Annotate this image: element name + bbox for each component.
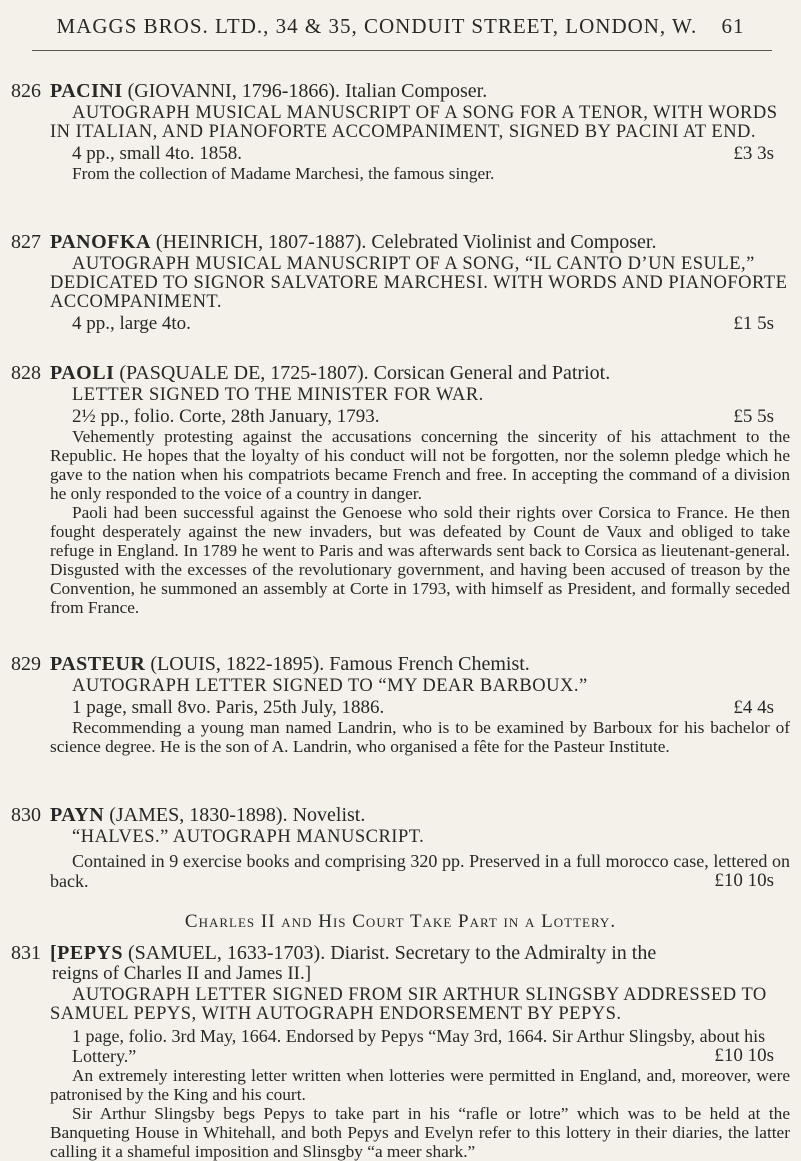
header-text: MAGGS BROS. LTD., 34 & 35, CONDUIT STREET, LONDON, W. (56, 14, 698, 38)
entry-name: PAYN (50, 804, 105, 826)
entry-title: PACINI (GIOVANNI, 1796-1866). Italian Composer. (50, 80, 488, 102)
price: £4 4s (733, 697, 774, 718)
price: £3 3s (733, 143, 774, 164)
physical-description: 4 pp., large 4to. £1 5s (72, 313, 774, 334)
note-paragraph: Contained in 9 exercise books and comprising 320 pp. Preserved in a full morocco case, lettered on back. £10 10s (50, 851, 790, 891)
note-paragraph: Sir Arthur Slingsby begs Pepys to take part in his “rafle or lotre” which was to be held at the Banqueting House in Whitehall, and both Pepys and Evelyn refer to this lottery in their diaries, the latter calling it a shameful imposition and Slinsgby “a meer shark.” (50, 1104, 790, 1161)
entry-title: PAOLI (PASQUALE DE, 1725-1807). Corsican General and Patriot. (50, 362, 611, 384)
entry-name: PACINI (50, 80, 123, 102)
lot-number: 831 (11, 942, 41, 964)
lot-number: 827 (11, 231, 41, 253)
entry-name: PANOFKA (50, 231, 151, 253)
entry-name: [PEPYS (50, 942, 123, 964)
item-description: AUTOGRAPH MUSICAL MANUSCRIPT OF A SONG FOR A TENOR, WITH WORDS IN ITALIAN, AND PIANOFORTE ACCOMPANIMENT, SIGNED BY PACINI AT END. (50, 103, 778, 142)
note-paragraph: Recommending a young man named Landrin, who is to be examined by Barboux for his bachelor of science degree. He is the son of A. Landrin, who organised a fête for the Pasteur Institute. (50, 718, 790, 756)
entry-title: [PEPYS (SAMUEL, 1633-1703). Diarist. Secretary to the Admiralty in the (50, 942, 657, 964)
physical-description: 2½ pp., folio. Corte, 28th January, 1793. £5 5s (72, 406, 774, 427)
physical-description: 1 page, small 8vo. Paris, 25th July, 1886. £4 4s (72, 697, 774, 718)
note-paragraph: Vehemently protesting against the accusations concerning the sincerity of his attachment to the Republic. He hopes that the loyalty of his conduct will not be forgotten, nor the solemn pledge which he gave to the nation when his compatriots became French and free. In accepting the command of a division he only responded to the voice of a country in danger. (50, 427, 790, 503)
entry-name: PASTEUR (50, 653, 146, 675)
item-description: AUTOGRAPH LETTER SIGNED TO “MY DEAR BARBOUX.” (72, 676, 588, 696)
note-paragraph: From the collection of Madame Marchesi, the famous singer. (72, 164, 495, 183)
section-heading: Charles II and His Court Take Part in a Lottery. (184, 911, 617, 932)
running-header (0, 14, 801, 39)
note-paragraph: An extremely interesting letter written when lotteries were permitted in England, and, moreover, were patronised by the King and his court. (50, 1066, 790, 1104)
price: £5 5s (733, 406, 774, 427)
item-description: LETTER SIGNED TO THE MINISTER FOR WAR. (72, 385, 484, 405)
lot-number: 830 (11, 804, 41, 826)
entry-title-continued: reigns of Charles II and James II.] (52, 963, 312, 984)
price: £10 10s (714, 1045, 774, 1066)
item-description: AUTOGRAPH LETTER SIGNED FROM SIR ARTHUR SLINGSBY ADDRESSED TO SAMUEL PEPYS, WITH AUTOGRAPH ENDORSEMENT BY PEPYS. (50, 985, 767, 1024)
item-description: AUTOGRAPH MUSICAL MANUSCRIPT OF A SONG, “IL CANTO D’UN ESULE,” DEDICATED TO SIGNOR SALVATORE MARCHESI. WITH WORDS AND PIANOFORTE ACCOMPANIMENT. (50, 254, 788, 312)
note-paragraph: Paoli had been successful against the Genoese who sold their rights over Corsica to France. He then fought desperately against the new invaders, but was defeated by Count de Vaux and obliged to take refuge in England. In 1789 he went to Paris and was afterwards sent back to Corsica as lieutenant-general. Disgusted with the excesses of the revolutionary government, and having been accused of treason by the Convention, he summoned an assembly at Corte in 1793, with himself as President, and formally seceded from France. (50, 503, 790, 617)
item-description: “HALVES.” AUTOGRAPH MANUSCRIPT. (72, 827, 425, 847)
price: £1 5s (733, 313, 774, 334)
entry-title: PANOFKA (HEINRICH, 1807-1887). Celebrated Violinist and Composer. (50, 231, 657, 253)
lot-number: 826 (11, 80, 41, 102)
entry-title: PAYN (JAMES, 1830-1898). Novelist. (50, 804, 366, 826)
entry-title: PASTEUR (LOUIS, 1822-1895). Famous French Chemist. (50, 653, 530, 675)
lot-number: 828 (11, 362, 41, 384)
physical-description: 1 page, folio. 3rd May, 1664. Endorsed by Pepys “May 3rd, 1664. Sir Arthur Slingsby, about his Lottery.” £10 10s (72, 1026, 774, 1066)
entry-name: PAOLI (50, 362, 115, 384)
lot-number: 829 (11, 653, 41, 675)
page-number: 61 (721, 14, 745, 38)
price: £10 10s (714, 870, 774, 891)
physical-description: 4 pp., small 4to. 1858. £3 3s (72, 143, 774, 164)
header-rule (32, 50, 772, 51)
